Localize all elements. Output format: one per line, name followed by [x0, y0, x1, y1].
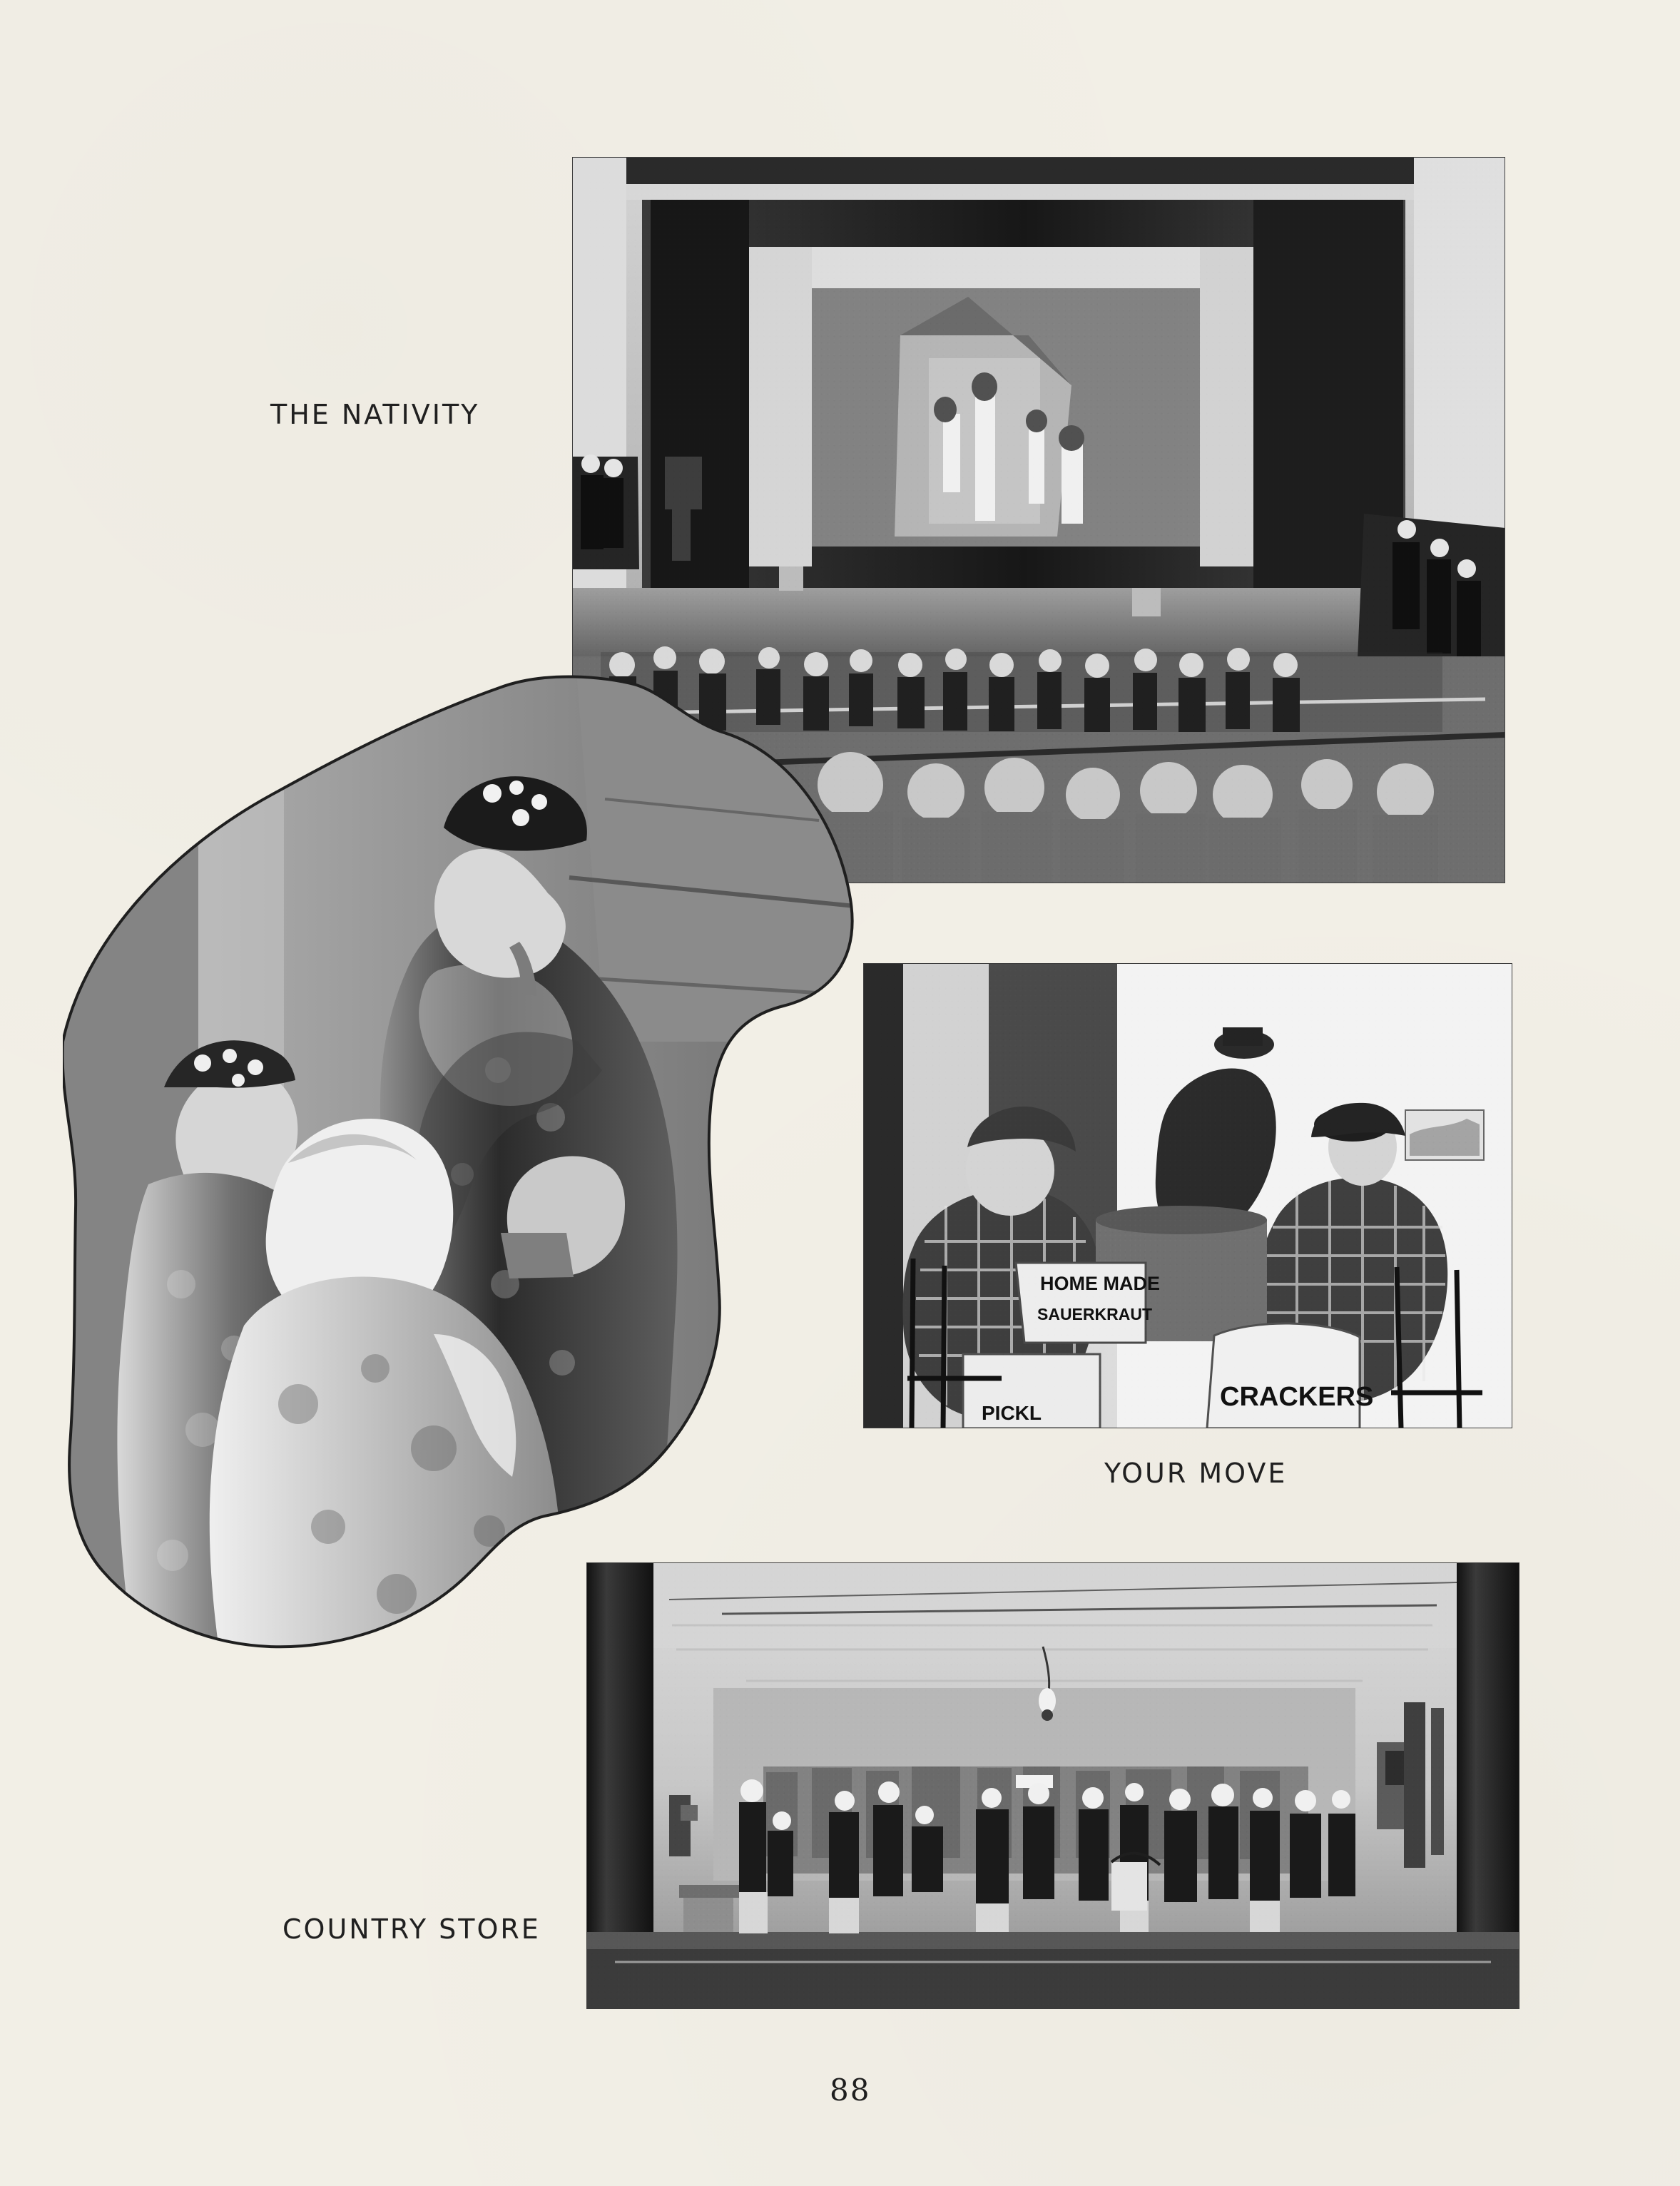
caption-your-move: YOUR MOVE [1104, 1458, 1288, 1489]
wise-men-photo [63, 671, 855, 1655]
homemade-sign-text-bottom: SAUERKRAUT [1037, 1305, 1152, 1323]
page-number: 88 [830, 2073, 871, 2108]
caption-the-nativity: THE NATIVITY [270, 399, 480, 430]
crackers-sign-text: CRACKERS [1220, 1382, 1374, 1412]
homemade-sign-text-top: HOME MADE [1040, 1273, 1160, 1294]
wise-men-illustration [63, 671, 855, 1655]
your-move-photo [863, 963, 1512, 1428]
country-store-photo [586, 1562, 1519, 2009]
your-move-illustration [863, 963, 1512, 1428]
caption-country-store: COUNTRY STORE [282, 1913, 541, 1945]
pickles-sign-text: PICKL [982, 1402, 1042, 1424]
country-store-illustration [586, 1562, 1519, 2009]
